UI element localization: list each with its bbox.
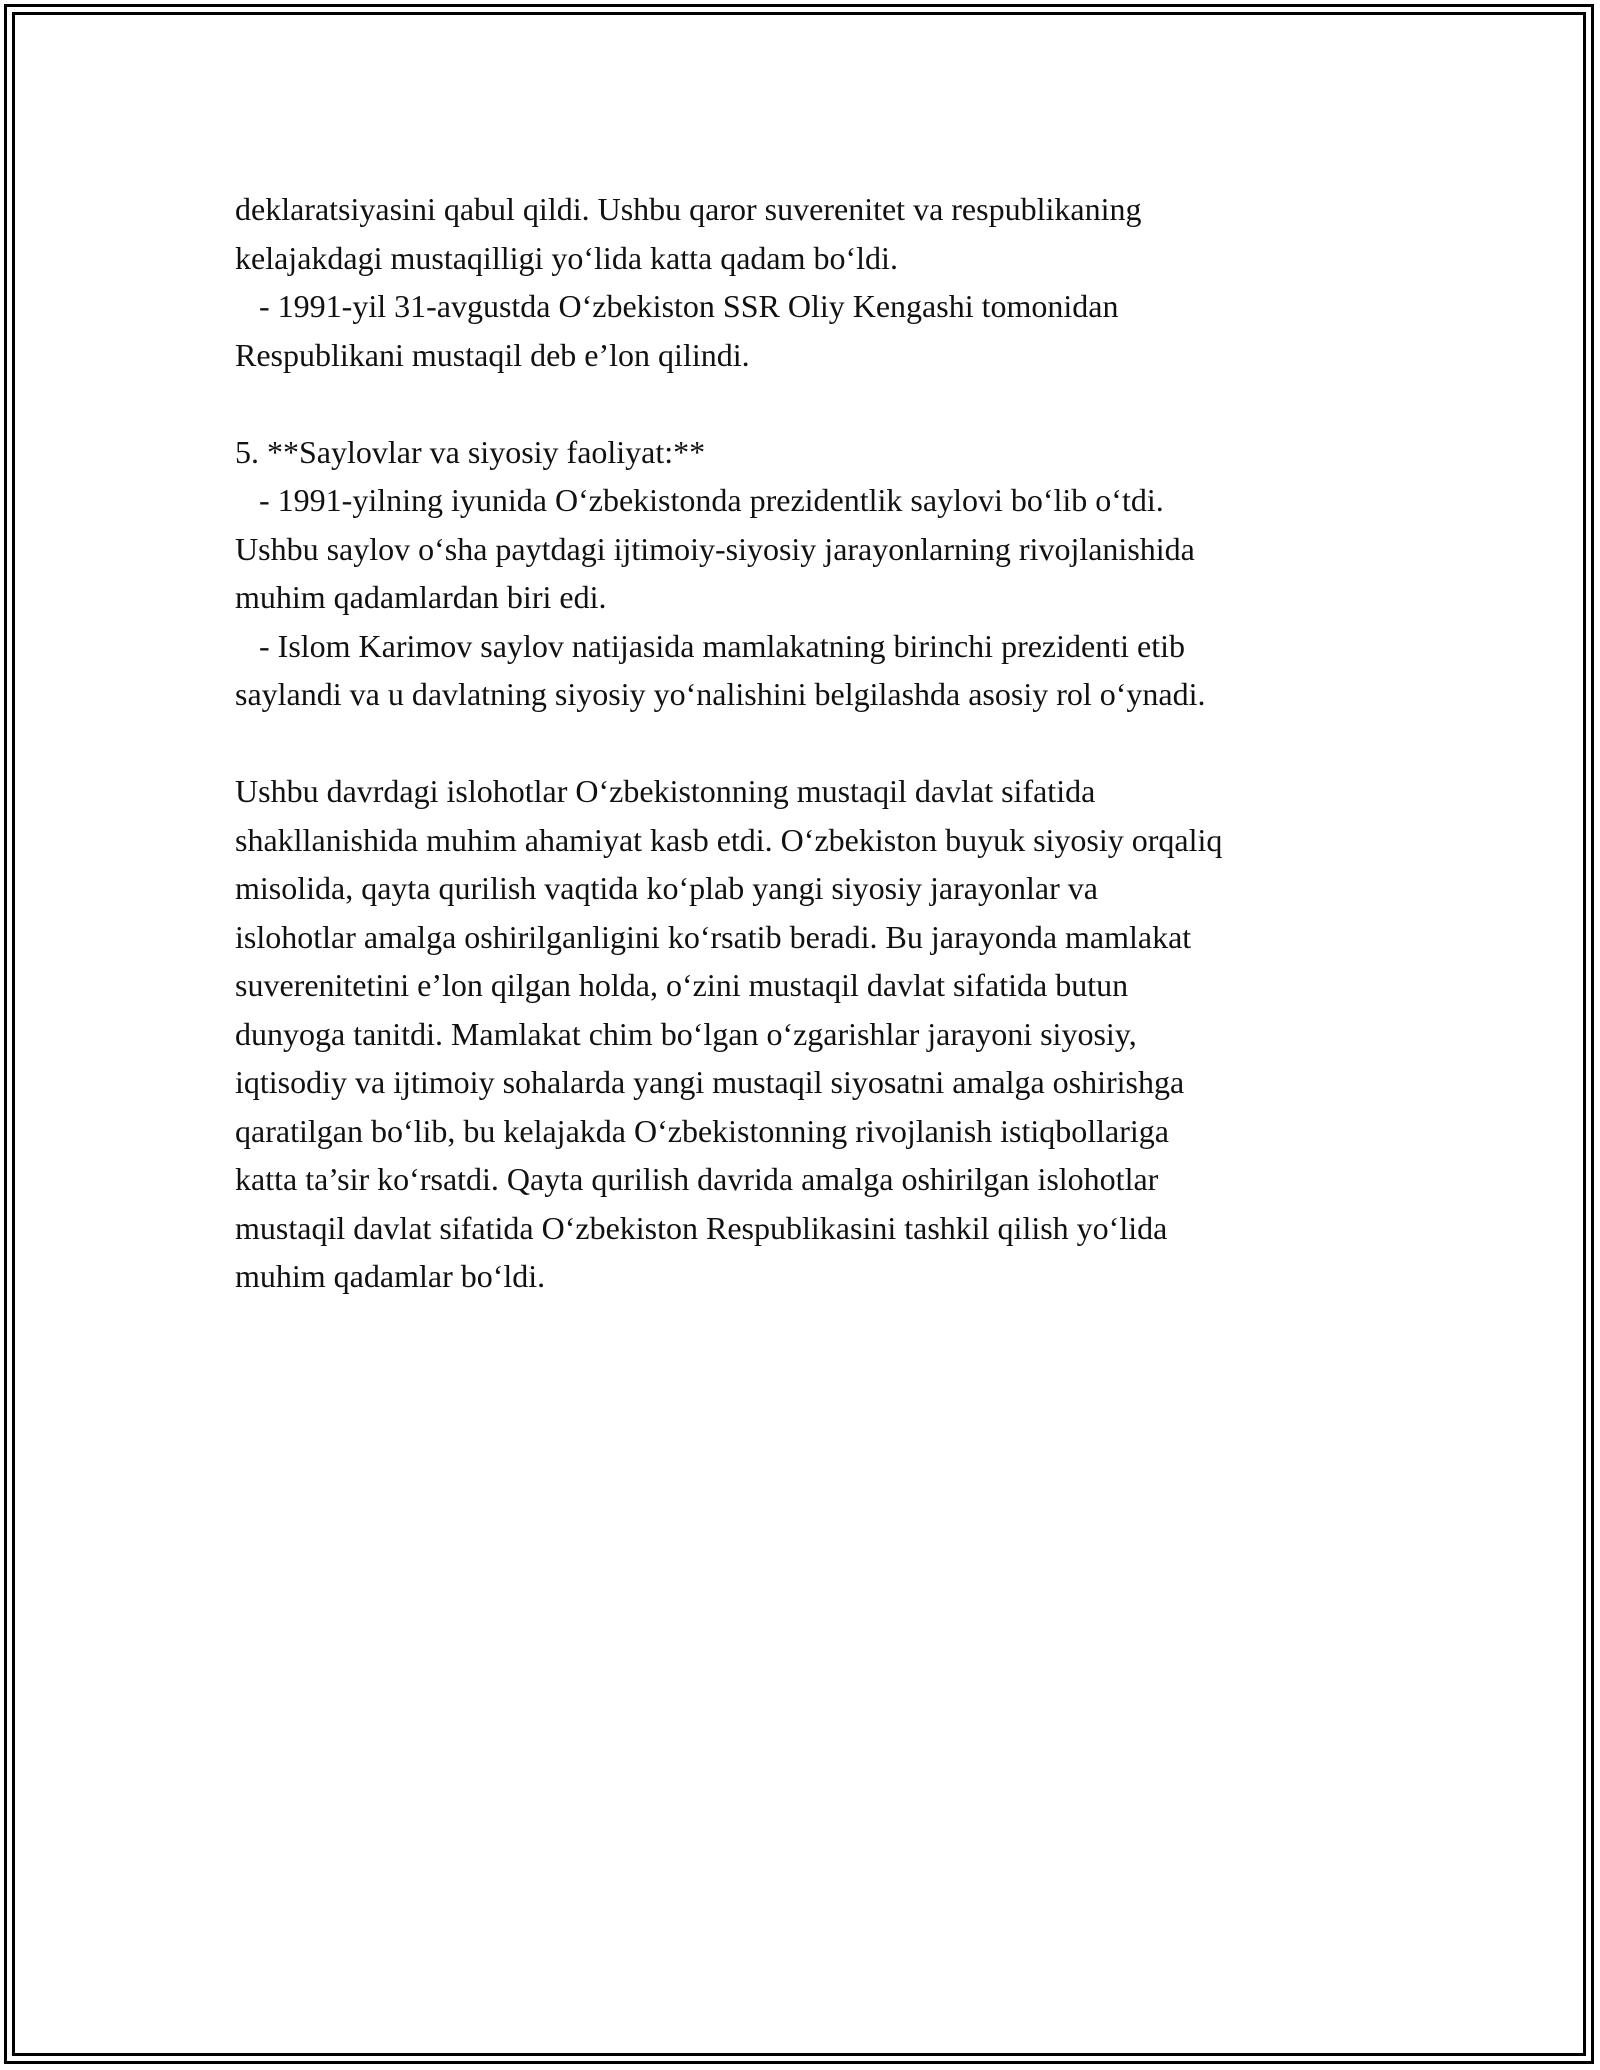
text-line: islohotlar amalga oshirilganligini ko‘rsatib beradi. Bu jarayonda mamlakat (235, 918, 1192, 955)
text-line: dunyoga tanitdi. Mamlakat chim bo‘lgan o‘zgarishlar jarayoni siyosiy, (235, 1015, 1137, 1052)
text-line: muhim qadamlardan biri edi. (235, 579, 607, 615)
text-line: kelajakdagi mustaqilligi yo‘lida katta qadam bo‘ldi. (235, 239, 898, 276)
paragraph-gap (235, 719, 1385, 768)
text-line: muhim qadamlar bo‘ldi. (235, 1258, 546, 1294)
list-item-line: - 1991-yil 31-avgustda O‘zbekiston SSR Oliy Kengashi tomonidan (235, 288, 1119, 324)
text-line: iqtisodiy va ijtimoiy sohalarda yangi mustaqil siyosatni amalga oshirishga (235, 1064, 1185, 1100)
list-item-line: - 1991-yilning iyunida O‘zbekistonda prezidentlik saylovi bo‘lib o‘tdi. (235, 482, 1164, 518)
section-heading: 5. **Saylovlar va siyosiy faoliyat:** (235, 433, 706, 470)
text-line: deklaratsiyasini qabul qildi. Ushbu qaror suverenitet va respublikaning (235, 191, 1142, 227)
text-line: mustaqil davlat sifatida O‘zbekiston Respublikasini tashkil qilish yo‘lida (235, 1209, 1168, 1246)
text-line: suverenitetini e’lon qilgan holda, o‘zini mustaqil davlat sifatida butun (235, 967, 1129, 1003)
paragraph-gap (235, 379, 1385, 428)
text-line: saylandi va u davlatning siyosiy yo‘nalishini belgilashda asosiy rol o‘ynadi. (235, 676, 1206, 712)
document-body (235, 185, 1385, 1301)
text-line: katta ta’sir ko‘rsatdi. Qayta qurilish davrida amalga oshirilgan islohotlar (235, 1161, 1159, 1197)
text-line: qaratilgan bo‘lib, bu kelajakda O‘zbekistonning rivojlanish istiqbollariga (235, 1112, 1169, 1149)
text-line: Respublikani mustaqil deb e’lon qilindi. (235, 336, 750, 373)
text-line: Ushbu saylov o‘sha paytdagi ijtimoiy-siyosiy jarayonlarning rivojlanishida (235, 530, 1195, 567)
text-line: Ushbu davrdagi islohotlar O‘zbekistonning mustaqil davlat sifatida (235, 773, 1096, 809)
list-item-line: - Islom Karimov saylov natijasida mamlakatning birinchi prezidenti etib (235, 627, 1185, 664)
text-line: shakllanishida muhim ahamiyat kasb etdi. O‘zbekiston buyuk siyosiy orqaliq (235, 821, 1223, 858)
text-line: misolida, qayta qurilish vaqtida ko‘plab yangi siyosiy jarayonlar va (235, 870, 1098, 906)
